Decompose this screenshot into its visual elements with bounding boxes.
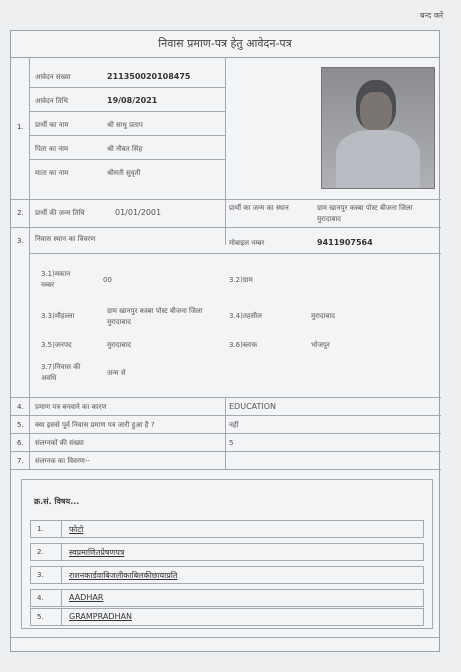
applicant-name-label: प्रार्थी का नाम [35,121,69,129]
list-item[interactable] [30,543,424,561]
block-label: 3.6)ब्लाक [229,341,258,349]
section-number: 3. [17,237,24,245]
list-item[interactable] [30,520,424,538]
previous-certificate-label: क्या इससे पूर्व निवास प्रमाण पत्र जारी हुआ है ? [35,421,155,429]
divider [29,87,225,88]
close-link[interactable]: बन्द करें [420,11,444,20]
father-name: श्री नौबत सिंह [107,145,143,153]
house-number: 00 [103,276,112,284]
divider [11,637,439,638]
tehsil: मुरादाबाद [311,312,335,320]
divider [29,253,30,397]
section-number: 5. [17,421,24,429]
item-number: 5. [37,613,44,621]
application-form [10,30,440,652]
divider [29,159,225,160]
attachments-details-label: संलग्नक का विवरण-- [35,457,90,465]
divider [29,111,225,112]
divider [11,415,441,416]
attachments-header: क्र.सं. विषय... [34,497,80,506]
residence-period: जन्म से [107,369,126,377]
attachments-count: 5 [229,439,234,447]
divider [11,227,441,228]
locality: ग्राम खानपुर कस्बा पोस्ट बीजना जिला मुरादाबाद [107,307,203,326]
form-title: निवास प्रमाण-पत्र हेतु आवेदन-पत्र [11,31,439,58]
divider [225,199,226,245]
list-item[interactable] [30,566,424,584]
divider [11,469,441,470]
mobile-number: 9411907564 [317,238,373,247]
divider [11,397,441,398]
mother-name: श्रीमती सुवृती [107,169,141,177]
locality-label: 3.3)मौहल्ला [41,312,75,320]
dob: 01/01/2001 [115,208,162,217]
document-link[interactable]: राशनकार्डवाबिजलीकाबिलकीछायाप्रति [69,571,178,580]
district: मुरादाबाद [107,341,131,349]
attachments-list [21,479,433,629]
dob-label: प्रार्थी की जन्म तिथि [35,209,85,217]
section-number: 4. [17,403,24,411]
application-date-label: आवेदन तिथि [35,97,68,105]
previous-certificate: नहीं [229,421,239,429]
district-label: 3.5)जनपद [41,341,72,349]
section-number: 2. [17,209,24,217]
document-link[interactable]: AADHAR [69,593,104,602]
residence-label: निवास स्थान का विवरण [35,235,96,243]
item-number: 3. [37,571,44,579]
reason-label: प्रमाण पत्र बनवाने का कारण [35,403,107,411]
document-link[interactable]: स्वप्रमाणितप्रेषणपत्र [69,548,125,557]
mobile-label: मोबाइल नम्बर [229,239,265,247]
document-link[interactable]: GRAMPRADHAN [69,612,132,621]
list-item[interactable] [30,589,424,607]
applicant-name: श्री साधु प्रताप [107,121,143,129]
application-number: 211350020108475 [107,72,191,81]
item-number: 1. [37,525,44,533]
father-name-label: पिता का नाम [35,145,69,153]
section-number: 7. [17,457,24,465]
item-number: 2. [37,548,44,556]
house-number-label: 3.1)मकान नम्बर [41,270,71,289]
document-link[interactable]: फोटो [69,525,84,534]
reason: EDUCATION [229,402,277,411]
section-number: 1. [17,123,24,131]
section-number: 6. [17,439,24,447]
application-number-label: आवेदन संख्या [35,73,71,81]
tehsil-label: 3.4)तहसील [229,312,262,320]
birthplace-label: प्रार्थी का जन्म का स्थान [229,204,289,212]
divider [225,57,226,199]
mother-name-label: माता का नाम [35,169,69,177]
application-date: 19/08/2021 [107,96,158,105]
applicant-photo [321,67,435,189]
block: भोजपुर [311,341,330,349]
birthplace: ग्राम खानपुर कस्बा पोस्ट बीजना जिला मुरादाबाद [317,204,413,223]
attachments-count-label: संलग्नकों की संख्या [35,439,84,447]
list-item[interactable] [30,608,424,626]
divider [29,135,225,136]
village-label: 3.2)ग्राम [229,276,253,284]
divider [11,199,441,200]
residence-period-label: 3.7)निवास की अवधि [41,363,81,382]
divider [11,433,441,434]
divider [11,451,441,452]
divider [29,253,441,254]
item-number: 4. [37,594,44,602]
